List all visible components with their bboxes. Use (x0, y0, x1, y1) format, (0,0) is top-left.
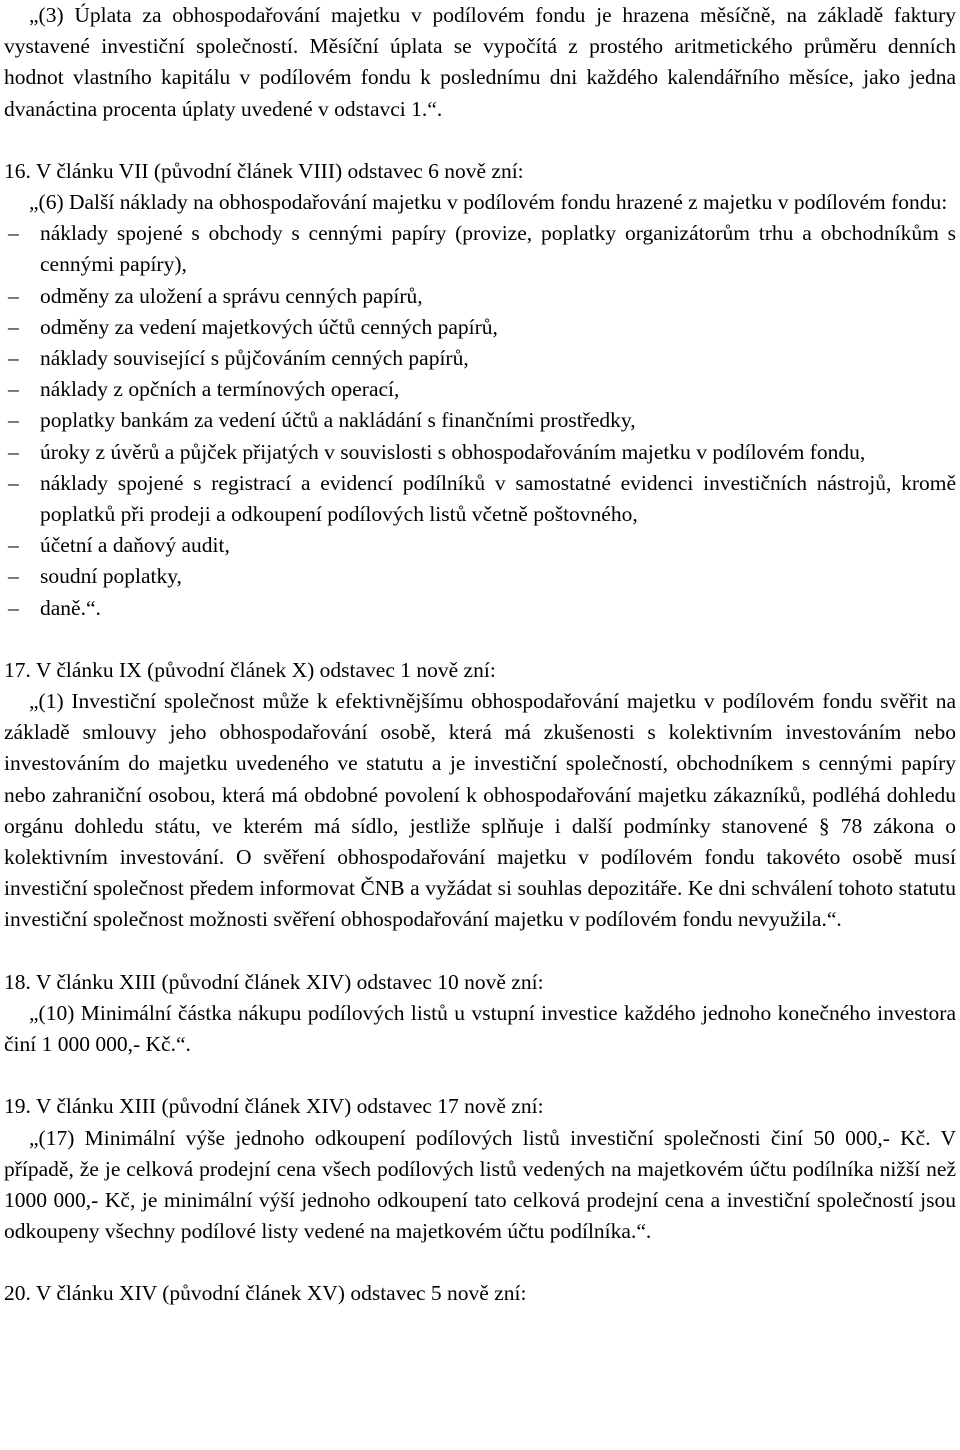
dash-bullet: – (8, 377, 19, 402)
dash-bullet: – (8, 408, 19, 433)
list-item (4, 468, 956, 530)
section-19-heading: 19. V článku XIII (původní článek XIV) odstavec 17 nově zní: (4, 1094, 544, 1119)
section-20-heading: 20. V článku XIV (původní článek XV) odstavec 5 nově zní: (4, 1281, 527, 1306)
list-item-text: soudní poplatky, (40, 564, 182, 589)
list-item (4, 593, 956, 624)
spacer (4, 125, 956, 156)
list-item-text: náklady z opčních a termínových operací, (40, 377, 400, 402)
spacer (4, 1247, 956, 1278)
list-item-text: daně.“. (40, 595, 101, 620)
dash-bullet: – (8, 346, 19, 371)
list-item (4, 561, 956, 592)
list-item-text: náklady spojené s obchody s cennými papíry (provize, poplatky organizátorům trhu a obchodníkům s cennými papíry), (40, 221, 956, 277)
list-item (4, 312, 956, 343)
list-item (4, 530, 956, 561)
list-item (4, 281, 956, 312)
dash-bullet: – (8, 314, 19, 339)
dash-bullet: – (8, 283, 19, 308)
list-item-text: poplatky bankám za vedení účtů a nakládání s finančními prostředky, (40, 408, 636, 433)
dash-bullet: – (8, 533, 19, 558)
section-18-heading: 18. V článku XIII (původní článek XIV) odstavec 10 nově zní: (4, 969, 544, 994)
list-item-text: odměny za vedení majetkových účtů cenných papírů, (40, 314, 498, 339)
spacer (4, 1060, 956, 1091)
spacer (4, 624, 956, 655)
continued-paragraph: „(3) Úplata za obhospodařování majetku v podílovém fondu je hrazena měsíčně, na základě faktury vystavené investiční společností. Měsíční úplata se vypočítá z prostého aritmetického průměru denních hodnot vlastního kapitálu v podílovém fondu k poslednímu dni každého kalendářního měsíce, jako jedna dvanáctina procenta úplaty uvedené v odstavci 1.“. (4, 3, 956, 121)
section-17-body: „(1) Investiční společnost může k efektivnějšímu obhospodařování majetku v podílovém fondu svěřit na základě smlouvy jeho obhospodařování osobě, která má zkušenosti s kolektivním investováním nebo investováním do majetku uvedeného ve statutu a je investiční společností, obchodníkem s cennými papíry nebo zahraniční osobou, která má obdobné povolení k obhospodařování majetku zákazníků, podléhá dohledu orgánu dohledu státu, ve kterém má sídlo, jestliže splňuje i další podmínky stanovené § 78 zákona o kolektivním investování. O svěření obhospodařování majetku v podílovém fondu takovéto osobě musí investiční společnost předem informovat ČNB a vyžádat si souhlas depozitáře. Ke dni schválení tohoto statutu investiční společnost možnosti svěření obhospodařování majetku v podílovém fondu nevyužila.“. (4, 689, 956, 932)
dash-bullet: – (8, 564, 19, 589)
list-item (4, 405, 956, 436)
dash-bullet: – (8, 439, 19, 464)
dash-bullet: – (8, 470, 19, 495)
section-17-heading: 17. V článku IX (původní článek X) odstavec 1 nově zní: (4, 657, 496, 682)
dash-bullet: – (8, 595, 19, 620)
list-item-text: náklady spojené s registrací a evidencí podílníků v samostatné evidenci investičních nástrojů, kromě poplatků při prodeji a odkoupení podílových listů včetně poštovného, (40, 470, 956, 527)
spacer (4, 936, 956, 967)
list-item-text: úroky z úvěrů a půjček přijatých v souvislosti s obhospodařováním majetku v podílovém fondu, (40, 439, 866, 464)
section-16-intro: „(6) Další náklady na obhospodařování majetku v podílovém fondu hrazené z majetku v podílovém fondu: (29, 190, 948, 215)
section-16-cost-list (4, 218, 956, 624)
list-item (4, 218, 956, 280)
list-item (4, 437, 956, 468)
section-18-body: „(10) Minimální částka nákupu podílových listů u vstupní investice každého jednoho konečného investora činí 1 000 000,- Kč.“. (4, 1000, 956, 1057)
list-item-text: náklady související s půjčováním cenných papírů, (40, 346, 469, 371)
list-item-text: odměny za uložení a správu cenných papírů, (40, 283, 423, 308)
list-item-text: účetní a daňový audit, (40, 533, 230, 558)
section-19-body: „(17) Minimální výše jednoho odkoupení podílových listů investiční společnosti činí 50 000,- Kč. V případě, že je celková prodejní cena všech podílových listů vedených na majetkovém účtu podílníka nižší než 1000 000,- Kč, je minimální výší jednoho odkoupení tato celková prodejní cena a investiční společností jsou odkoupeny všechny podílové listy vedené na majetkovém účtu podílníka.“. (4, 1125, 956, 1244)
dash-bullet: – (8, 221, 19, 246)
list-item (4, 343, 956, 374)
list-item (4, 374, 956, 405)
section-16-heading: 16. V článku VII (původní článek VIII) odstavec 6 nově zní: (4, 158, 524, 183)
